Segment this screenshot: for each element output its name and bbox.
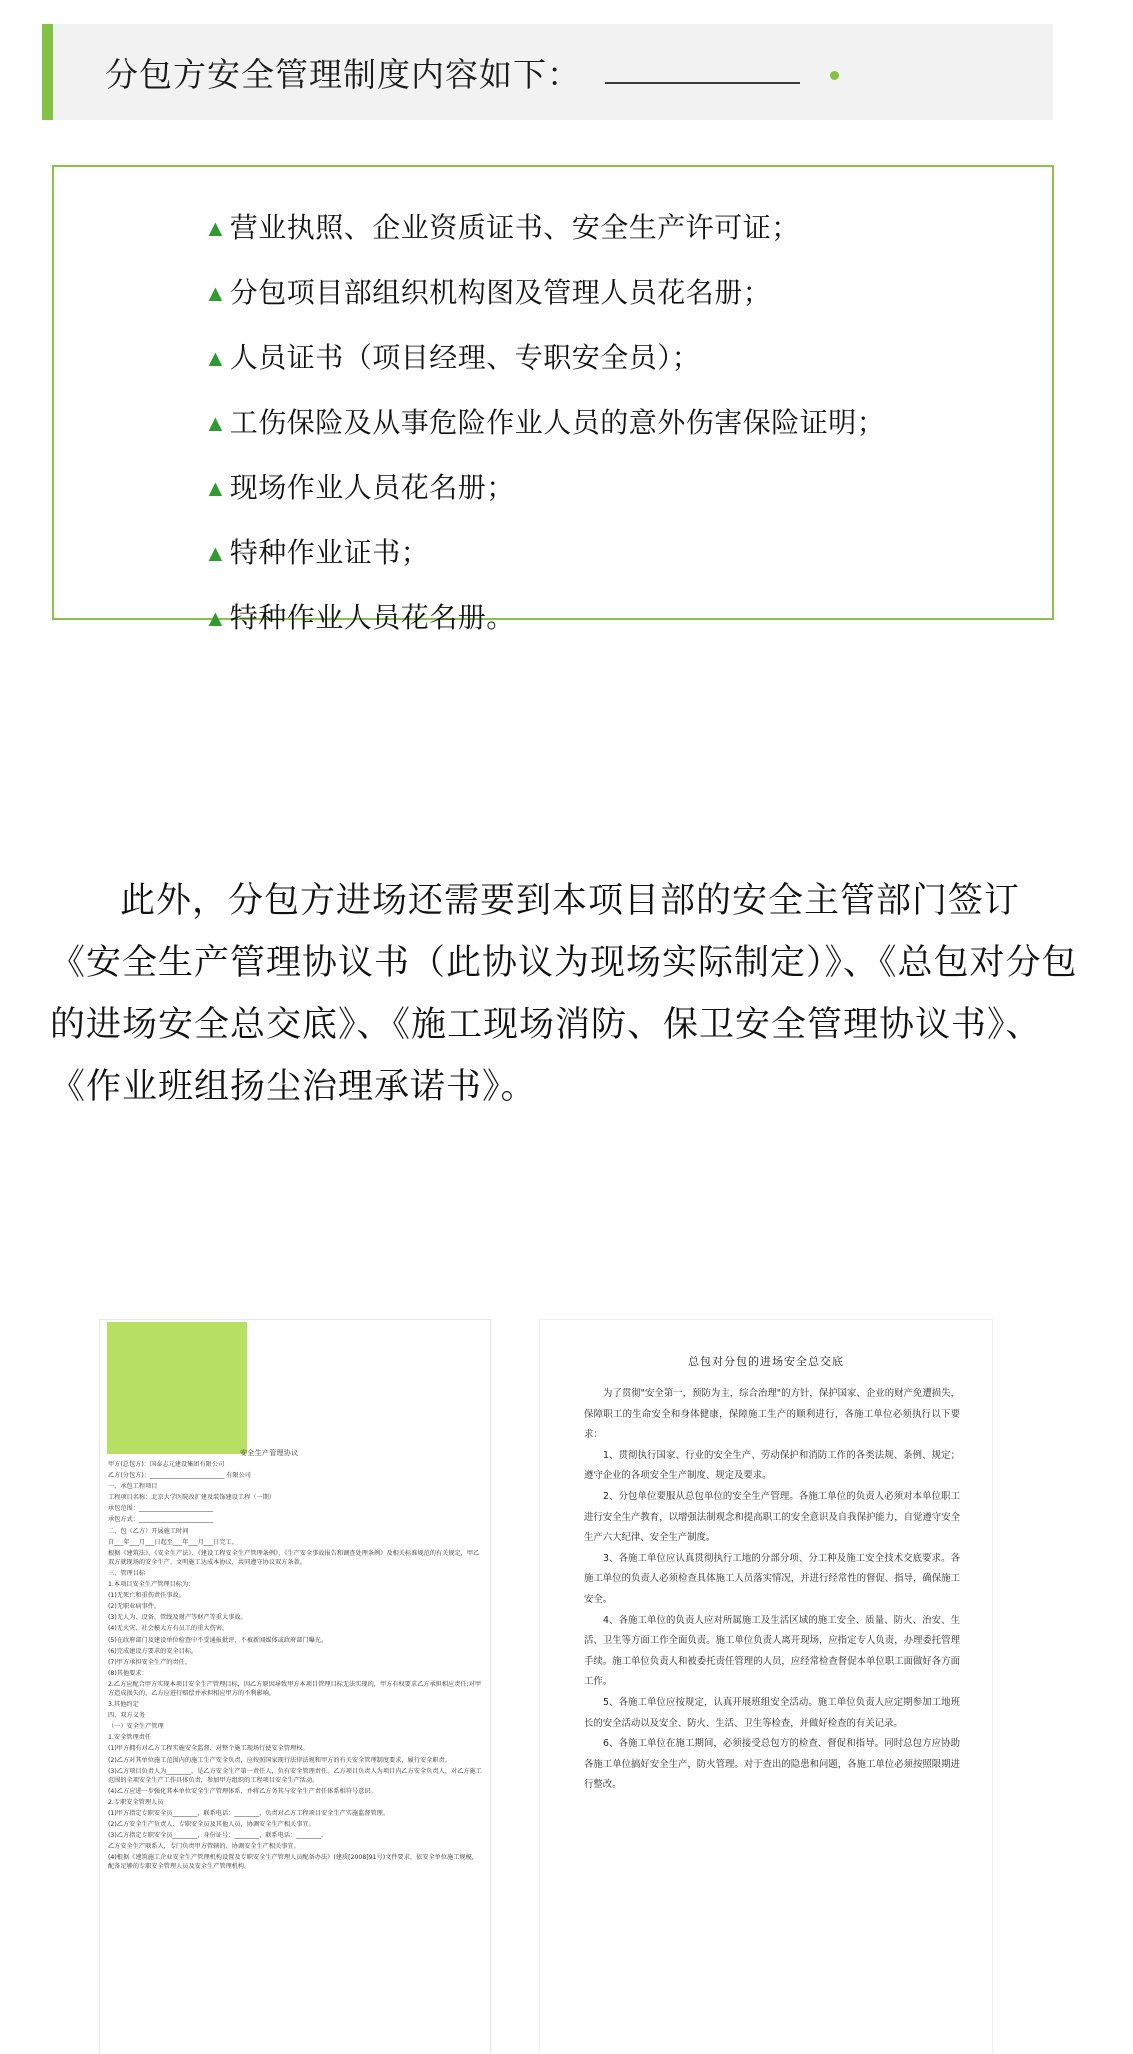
doc-left-line: 二、包（乙方）开展施工时间 (108, 1527, 189, 1535)
doc-left-line: (1)甲方指定专职安全员________，联系电话：________，负责对乙方工程项目安全生产实施监督管理。 (108, 1810, 390, 1817)
doc-left-line: （一）安全生产管理 (108, 1723, 164, 1731)
doc-left-line: (6)完成建设方要求的安全目标。 (108, 1647, 198, 1655)
list-item (204, 471, 1052, 505)
triangle-bullet-icon: ▲ (204, 475, 227, 501)
list-item-label: 现场作业人员花名册； (229, 471, 515, 504)
doc-left-line: (5)在政府部门及建设单位检查中不受通报批评、不被新闻媒体或政府部门曝光。 (108, 1636, 328, 1644)
doc-left-line: (3)乙方项目负责人为________，是乙方安全生产第一责任人，负有安全管理责任。乙方项目负责人为项目内乙方安全负责人，对乙方施工范围的全项安全生产工作具体负责，参加甲方组织的工程项目安全生产活动。 (108, 1767, 482, 1784)
doc-right-paragraph: 3、各施工单位应认真贯彻执行工地的分部分项、分工种及施工安全技术交底要求。各施工单位的负责人必须检查具体施工人员落实情况，并进行经常性的督促、指导，确保施工安全。 (584, 1552, 960, 1605)
doc-right-paragraph: 1、贯彻执行国家、行业的安全生产、劳动保护和消防工作的各类法规、条例、规定；遵守企业的各项安全生产制度、规定及要求。 (584, 1449, 960, 1482)
doc-right-title: 总包对分包的进场安全总交底 (688, 1355, 844, 1368)
doc-right-paragraph: 5、各施工单位应按规定，认真开展班组安全活动。施工单位负责人应定期参加工地班长的安全活动以及安全、防火、生活、卫生等检查，并做好检查的有关记录。 (584, 1696, 960, 1729)
doc-left-line: (2)乙方安全生产负责人、专职安全员及其他人员，协调安全生产相关事宜。 (108, 1821, 315, 1829)
doc-left-line: 2.专职安全管理人员 (108, 1798, 164, 1806)
doc-left-line: 承包范围：________________________ (108, 1505, 214, 1513)
header-underline-rule (605, 82, 800, 84)
doc-right-body-text (584, 1384, 960, 1796)
list-item-label: 工伤保险及从事危险作业人员的意外伤害保险证明； (229, 406, 886, 439)
list-item (204, 536, 1052, 570)
doc-left-line: 1.本项目安全生产管理目标为： (108, 1581, 195, 1589)
doc-left-line: 甲方(总包方)：国泰志元建设集团有限公司 (108, 1461, 225, 1468)
highlight-block (107, 1322, 247, 1454)
doc-left-line: 三、管理目标 (108, 1569, 146, 1577)
document-scans-area (0, 1320, 1133, 2054)
doc-left-line: 3.其他约定 (108, 1701, 139, 1709)
list-item-label: 特种作业人员花名册。 (229, 601, 515, 634)
doc-left-line: (8)其他要求： (108, 1669, 148, 1677)
doc-left-line: (3)无人为、设备、管线及财产等财产等重大事故。 (108, 1614, 247, 1622)
doc-left-body-text (108, 1460, 482, 1874)
doc-left-line: 四、双方义务 (108, 1712, 146, 1720)
triangle-bullet-icon: ▲ (204, 410, 227, 436)
body-paragraph: 此外，分包方进场还需要到本项目部的安全主管部门签订《安全生产管理协议书（此协议为现场实际制定）》、《总包对分包的进场安全总交底》、《施工现场消防、保卫安全管理协议书》、《作业班组扬尘治理承诺书》。 (50, 881, 1078, 1107)
header-accent-bar (42, 24, 53, 120)
requirements-list (54, 167, 1052, 635)
doc-left-line: (2)乙方对其单位施工范围内的施工生产安全负责，应按照国家现行法律法规和甲方的有关安全管理制度要求，履行安全职责。 (108, 1756, 451, 1764)
list-item (204, 406, 1052, 440)
doc-left-line: (4)无火灾、社会模大方有员工的重大伤害。 (108, 1625, 229, 1633)
list-item (204, 341, 1052, 375)
page-header (53, 24, 1053, 120)
doc-left-line: 根据《建筑法》、《安全生产法》、《建设工程安全生产管理条例》、《生产安全事故报告和调查处理条例》及相关标准规范的有关规定，甲乙双方就现场的安全生产、文明施工达成本协议，共同遵守协议双方条款。 (108, 1549, 480, 1566)
list-item-label: 人员证书（项目经理、专职安全员）； (229, 341, 701, 374)
page-title: 分包方安全管理制度内容如下： (105, 54, 581, 94)
doc-left-line: 自___年___月___日起至___年___月___日完工。 (108, 1538, 238, 1546)
list-item (204, 211, 1052, 245)
list-item-label: 分包项目部组织机构图及管理人员花名册； (229, 276, 772, 309)
doc-left-line: 2.乙方应配合甲方实现本项目安全生产管理目标，因乙方原因导致甲方本项目管理目标无法实现的，甲方有权要求乙方承担相应责任;对甲方造成损失的，乙方应进行赔偿并承担相应甲方的不利影响。 (108, 1680, 482, 1697)
doc-right-paragraph: 2、分包单位要服从总包单位的安全生产管理。各施工单位的负责人必须对本单位职工进行安全生产教育，以增强法制观念和提高职工的安全意识及自我保护能力，自觉遵守安全生产六大纪律、安全生产制度。 (584, 1490, 960, 1544)
list-item-label: 特种作业证书； (229, 536, 430, 569)
triangle-bullet-icon: ▲ (204, 540, 227, 566)
doc-right-paragraph: 为了贯彻"安全第一，预防为主，综合治理"的方针，保护国家、企业的财产免遭损失，保障职工的生命安全和身体健康，保障施工生产的顺利进行，各施工单位必须执行以下要求： (584, 1388, 960, 1441)
list-item (204, 276, 1052, 310)
doc-left-line: 承包方式：________________________ (108, 1516, 214, 1524)
doc-left-line: (1)无死亡和重伤责任事故。 (108, 1592, 185, 1600)
triangle-bullet-icon: ▲ (204, 280, 227, 306)
doc-left-line: 乙方(分包方)：________________________ 有限公司 (108, 1472, 251, 1480)
doc-left-line: (4)乙方应进一步强化其本单位安全生产管理体系，并将乙方务其与安全生产责任体系相符号意识。 (108, 1787, 377, 1795)
doc-left-line: (3)乙方指定专职安全员________，身份证号：________，联系电话：________。 (108, 1832, 328, 1840)
doc-right-paragraph: 4、各施工单位的负责人应对所属施工及生活区域的施工安全、质量、防火、治安、生活、卫生等方面工作全面负责。施工单位负责人离开现场，应指定专人负责，办理委托管理手续。施工单位负责人和被委托责任管理的人员，应经常检查督促本单位职工面做好各方面工作。 (584, 1614, 960, 1688)
doc-left-line: (7)甲方承担安全生产的责任。 (108, 1658, 192, 1666)
doc-left-line: (2)无职业病事件。 (108, 1603, 161, 1611)
doc-left-header-label: 安全生产管理协议 (240, 1449, 299, 1457)
doc-left-line: (4)根据《建筑施工企业安全生产管理机构设置及专职安全生产管理人员配备办法》(建质[2008]91号)文件要求，依安全单位施工规模，配备足够的专职安全管理人员及安全生产管理机构。 (108, 1854, 478, 1871)
list-item-label: 营业执照、企业资质证书、安全生产许可证； (229, 211, 800, 244)
document-scan-safety-briefing (540, 1320, 992, 2054)
triangle-bullet-icon: ▲ (204, 605, 227, 631)
triangle-bullet-icon: ▲ (204, 215, 227, 241)
doc-left-line: 1.安全管理责任 (108, 1734, 152, 1742)
document-scan-safety-agreement (100, 1320, 490, 2054)
doc-left-line: 工程项目名称：北京大学医院改扩建及装饰建设工程（一期） (108, 1494, 276, 1502)
doc-left-line: 乙方安全生产联系人，专门负责甲方管辖的、协调安全生产相关事宜。 (108, 1843, 300, 1851)
doc-right-paragraph: 6、各施工单位在施工期间，必须接受总包方的检查、督促和指导。同时总包方应协助各施工单位搞好安全生产，防火管理。对于查出的隐患和问题，各施工单位必须按照限期进行整改。 (584, 1738, 960, 1791)
list-item (204, 601, 1052, 635)
doc-left-line: (1)甲方拥有对乙方工程实施安全监督、对整个施工现场行使安全管理权。 (108, 1745, 309, 1753)
doc-left-line: 一、承包工程项目 (108, 1483, 158, 1491)
triangle-bullet-icon: ▲ (204, 345, 227, 371)
header-dot-icon (830, 71, 839, 80)
requirements-card (52, 165, 1054, 634)
